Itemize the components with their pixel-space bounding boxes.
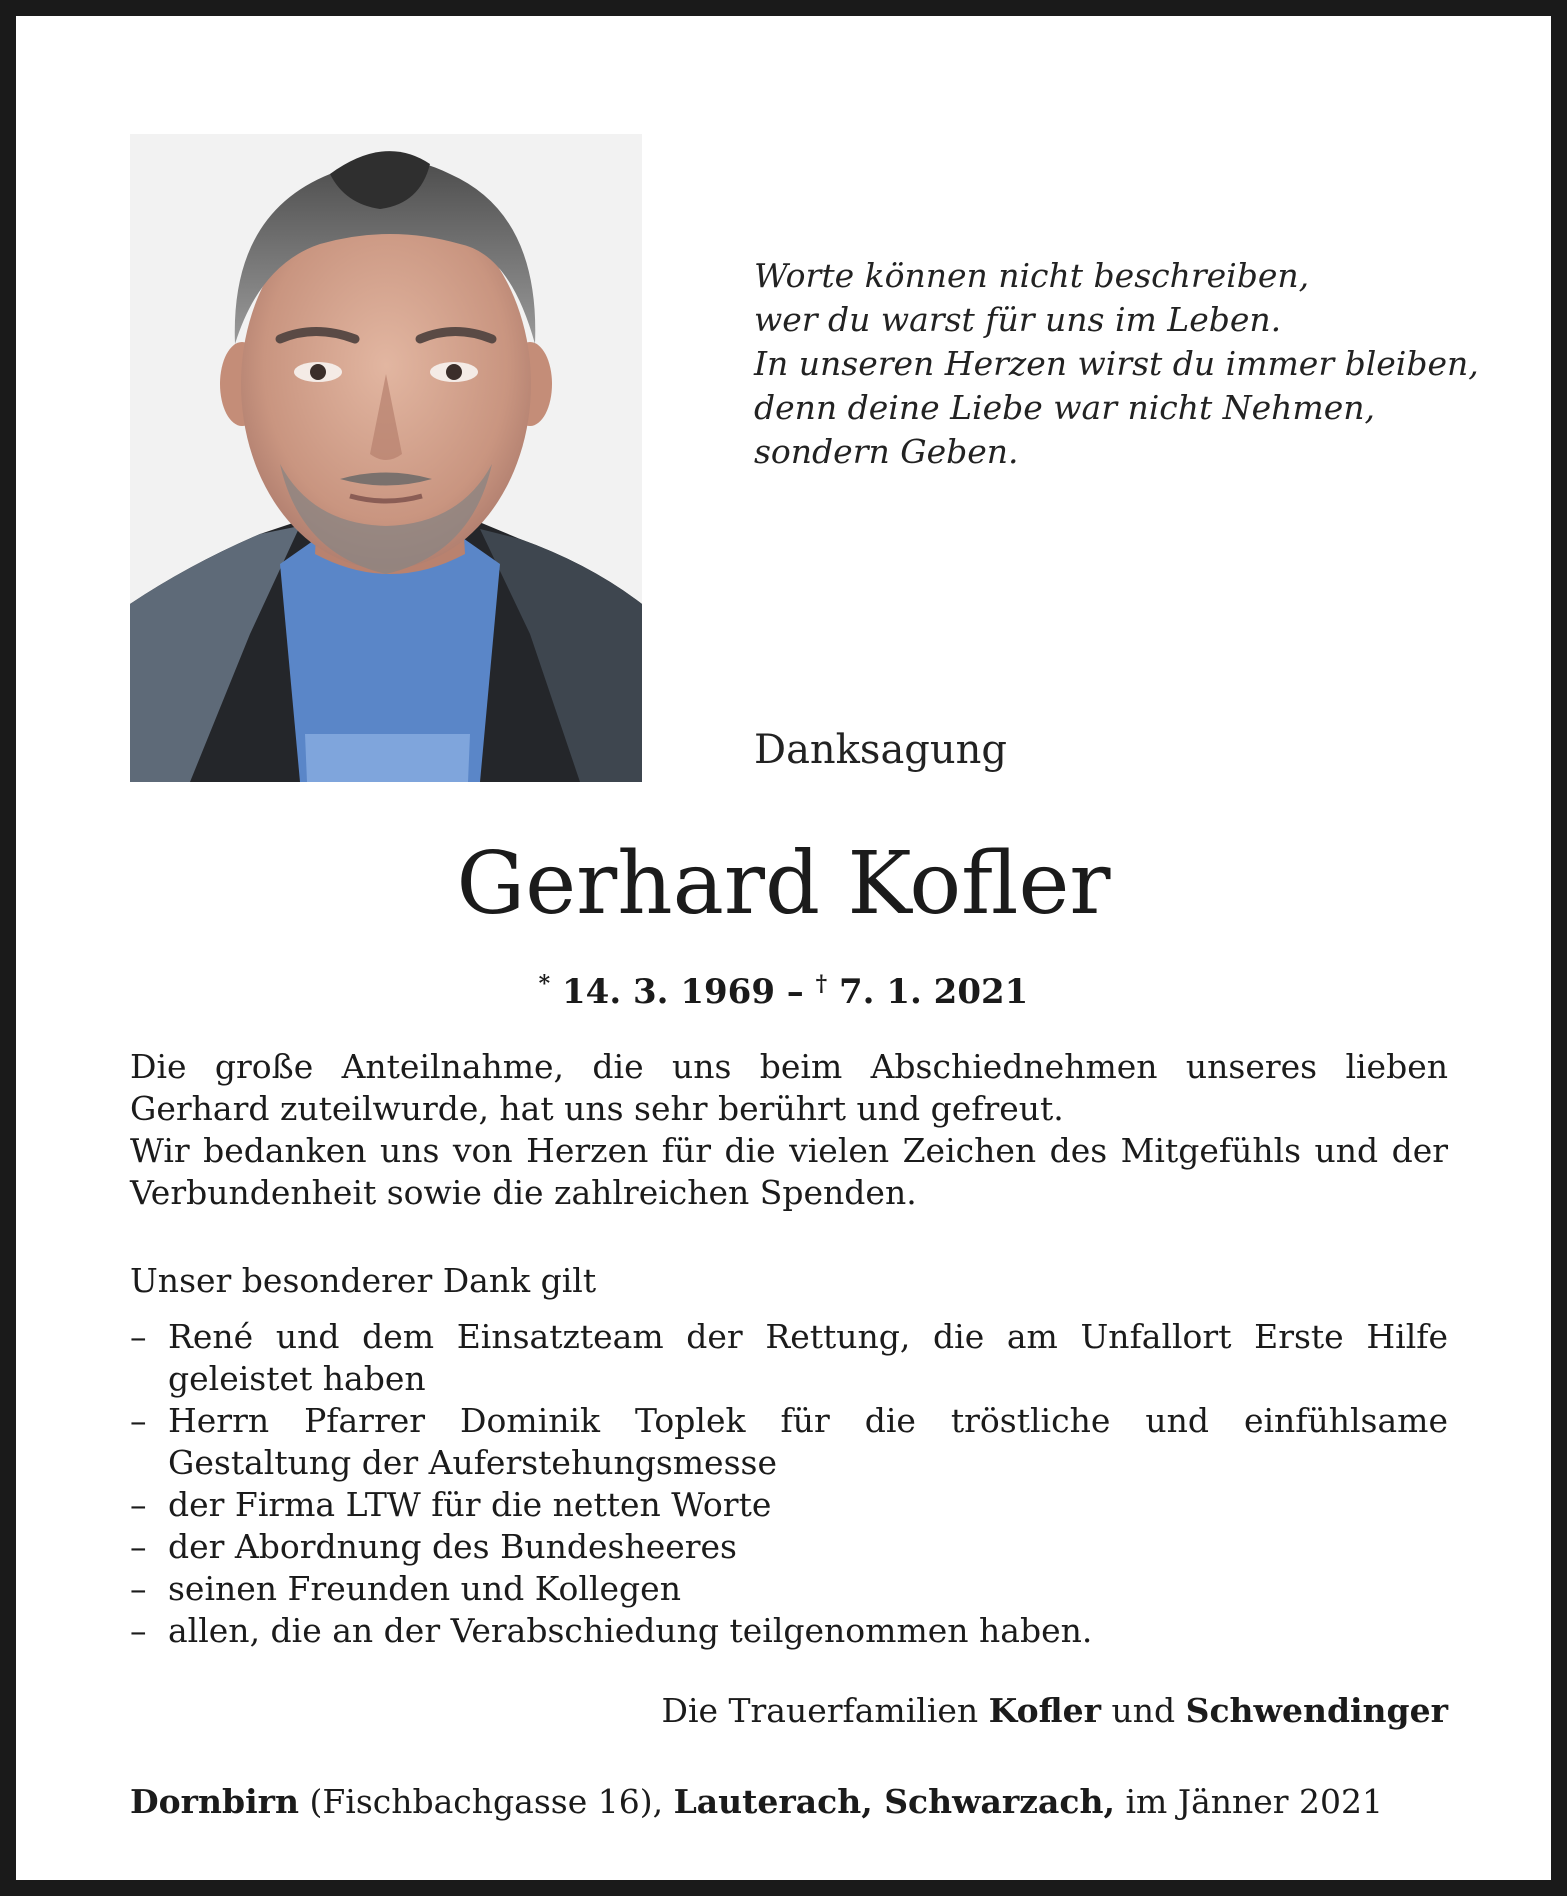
heading-danksagung: Danksagung [754, 727, 1008, 773]
signature-family-kofler: Kofler [988, 1691, 1101, 1730]
list-item-line: geleistet haben [168, 1359, 426, 1398]
cities-lauterach-schwarzach: Lauterach, Schwarzach, [673, 1782, 1116, 1821]
birth-date: 14. 3. 1969 – [550, 972, 816, 1012]
poem-line: denn deine Liebe war nicht Nehmen, [754, 388, 1375, 427]
life-dates [16, 962, 1551, 1014]
deceased-name: Gerhard Kofler [456, 834, 1111, 934]
signature-prefix: Die Trauerfamilien [661, 1691, 989, 1730]
obituary-page [16, 16, 1551, 1880]
poem-line: sondern Geben. [754, 432, 1019, 471]
paragraph-line: Gerhard zuteilwurde, hat uns sehr berührt und gefreut. [130, 1089, 1064, 1128]
thanks-intro: Unser besonderer Dank gilt [130, 1261, 597, 1300]
list-dash: – [130, 1401, 147, 1440]
thanks-list [130, 1316, 1448, 1652]
death-date: 7. 1. 2021 [827, 972, 1029, 1012]
poem [754, 254, 1514, 474]
list-dash: – [130, 1569, 147, 1608]
thanks-paragraph [130, 1046, 1448, 1214]
city-dornbirn: Dornbirn [130, 1782, 299, 1821]
list-item [130, 1316, 1448, 1400]
list-item-line: Gestaltung der Auferstehungsmesse [168, 1443, 777, 1482]
paragraph-line: Wir bedanken uns von Herzen für die vielen Zeichen des Mitgefühls und der [130, 1131, 1448, 1170]
place-and-date [130, 1781, 1448, 1823]
signature-family-schwendinger: Schwendinger [1185, 1691, 1448, 1730]
list-dash: – [130, 1611, 147, 1650]
list-item-line: René und dem Einsatzteam der Rettung, die am Unfallort Erste Hilfe [168, 1317, 1448, 1356]
list-item-line: allen, die an der Verabschiedung teilgenommen haben. [168, 1611, 1093, 1650]
list-item [130, 1484, 1448, 1526]
list-dash: – [130, 1485, 147, 1524]
list-item-line: Herrn Pfarrer Dominik Toplek für die tröstliche und einfühlsame [168, 1401, 1448, 1440]
date-text: im Jänner 2021 [1115, 1782, 1384, 1821]
poem-line: In unseren Herzen wirst du immer bleiben, [754, 344, 1479, 383]
paragraph-line: Die große Anteilnahme, die uns beim Abschiednehmen unseres lieben [130, 1047, 1448, 1086]
portrait-photo [130, 134, 642, 782]
poem-line: Worte können nicht beschreiben, [754, 256, 1310, 295]
signature [130, 1690, 1448, 1732]
list-item [130, 1610, 1448, 1652]
birth-symbol: * [538, 971, 551, 997]
list-item [130, 1526, 1448, 1568]
list-item [130, 1568, 1448, 1610]
list-item-line: der Firma LTW für die netten Worte [168, 1485, 772, 1524]
paragraph-line: Verbundenheit sowie die zahlreichen Spenden. [130, 1173, 917, 1212]
signature-middle: und [1101, 1691, 1186, 1730]
list-item [130, 1400, 1448, 1484]
list-item-line: der Abordnung des Bundesheeres [168, 1527, 737, 1566]
portrait-illustration [130, 134, 642, 782]
death-symbol: † [815, 971, 828, 997]
poem-line: wer du warst für uns im Leben. [754, 300, 1282, 339]
address: (Fischbachgasse 16), [299, 1782, 674, 1821]
list-dash: – [130, 1317, 147, 1356]
list-dash: – [130, 1527, 147, 1566]
list-item-line: seinen Freunden und Kollegen [168, 1569, 681, 1608]
